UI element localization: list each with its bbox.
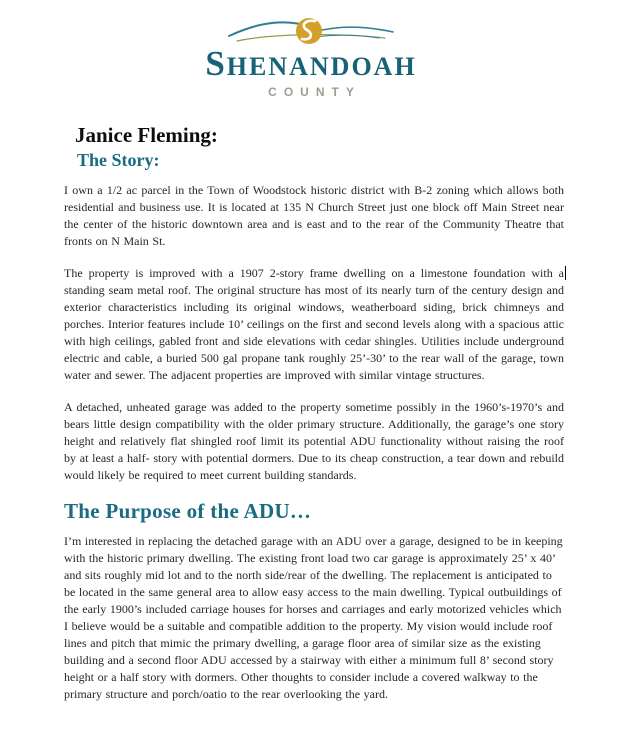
- section-heading-purpose[interactable]: The Purpose of the ADU…: [64, 499, 312, 524]
- logo-wordmark-initial: S: [205, 44, 227, 83]
- purpose-paragraph-1[interactable]: I’m interested in replacing the detached garage with an ADU over a garage, designed to be in keeping with the historic primary dwelling. The existing front load two car garage is approximately 25’ x 40’ and sits roughly mid lot and to the north side/rear of the dwelling. The replacement is anticipated to be located in the same general area to allow easy access to the main dwelling. Typical outbuildings of the early 1900’s included carriage houses for horses and carriages and early motorized vehicles which I believe would be a suitable and compatible addition to the property. My vision would include roof lines and pitch that mimic the primary dwelling, a garage floor area of similar size as the existing building and a second floor ADU accessed by a stairway with either a minimum full 8’ second story height or a half story with dormers. Other thoughts to consider include a covered walkway to the primary structure and porch/oatio to the rear overlooking the yard.: [64, 533, 563, 701]
- logo-wordmark-rest: HENANDOAH: [226, 52, 417, 81]
- story-paragraph-2-text: The property is improved with a 1907 2-story frame dwelling on a limestone foundation with a standing seam metal roof. The original structure has most of its nearly turn of the century design and exterior characteristics including its original windows, weatherboard siding, brick chimneys and porches. Interior features include 10’ ceilings on the first and second levels along with a spacious attic with high ceilings, gabled front and side elevations with cedar shingles. Utilities include underground electric and cable, a buried 500 gal propane tank roughly 25’-30’ to the rear wall of the garage, town water and sewer. The adjacent properties are improved with similar vintage structures.: [64, 266, 564, 383]
- section-heading-story[interactable]: The Story:: [77, 149, 160, 170]
- logo-county-label: COUNTY: [268, 84, 361, 99]
- logo-wordmark: [0, 45, 622, 84]
- story-paragraph-3[interactable]: A detached, unheated garage was added to the property sometime possibly in the 1960’s-1970’s and bears little design compatibility with the older primary structure. Additionally, the garage’s one story height and relatively flat shingled roof limit its potential ADU functionality without raising the roof by at least a half- story with potential dormers. Due to its cheap construction, a tear down and rebuild would likely be required to meet current building standards.: [64, 400, 564, 483]
- shenandoah-county-logo: [0, 0, 622, 99]
- document-content: [0, 123, 622, 703]
- story-paragraph-1[interactable]: I own a 1/2 ac parcel in the Town of Woodstock historic district with B-2 zoning which allows both residential and business use. It is located at 135 N Church Street just one block off Main Street near the center of the historic downtown area and is east and to the rear of the Community Theatre that fronts on N Main St.: [64, 183, 564, 249]
- text-cursor: [565, 266, 567, 280]
- author-heading[interactable]: Janice Fleming:: [75, 122, 218, 147]
- story-paragraph-2[interactable]: [64, 265, 564, 384]
